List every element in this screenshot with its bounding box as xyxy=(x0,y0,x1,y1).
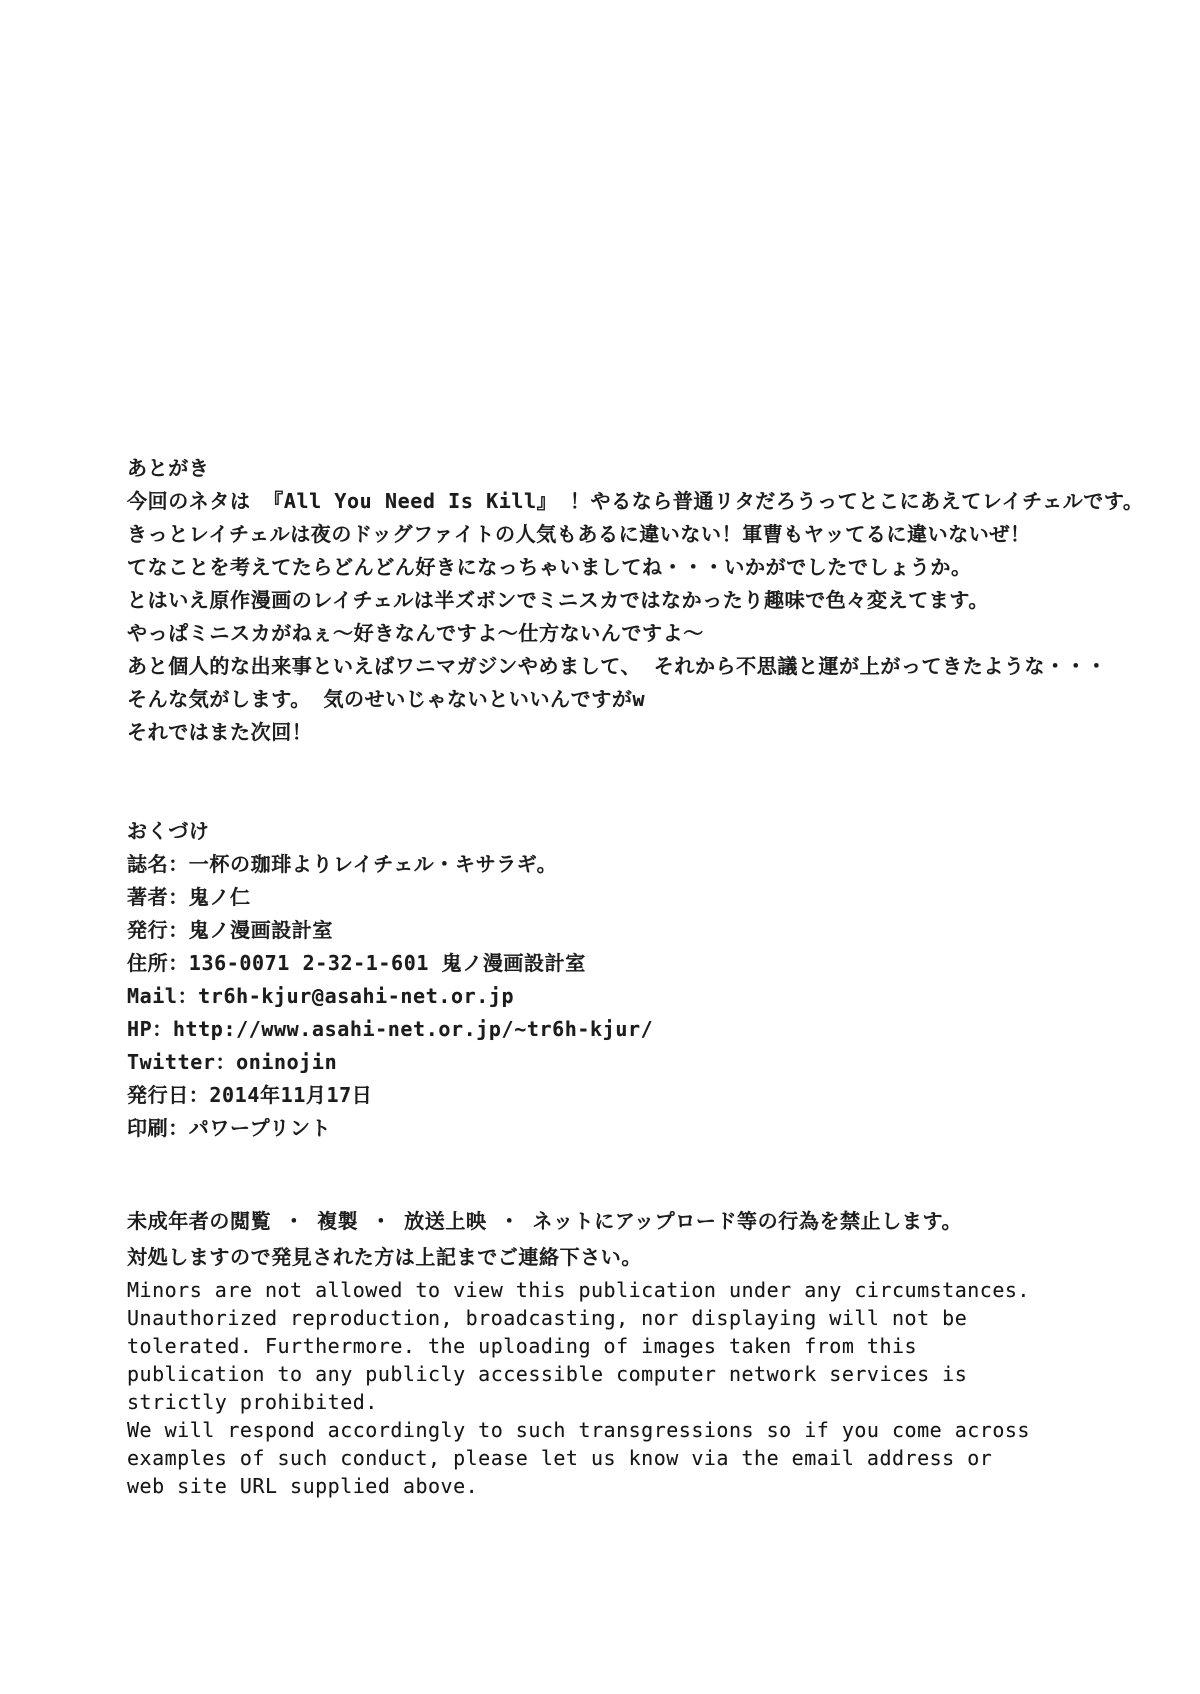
afterword-line: やっぱミニスカがねぇ～好きなんですよ～仕方ないんですよ～ xyxy=(127,621,704,645)
disclaimer-en-line: Minors are not allowed to view this publication under any circumstances. xyxy=(127,1278,1030,1302)
colophon-line-homepage: HP：http://www.asahi-net.or.jp/~tr6h-kjur/ xyxy=(127,1017,654,1041)
disclaimer-en-line: publication to any publicly accessible computer network services is xyxy=(127,1362,968,1386)
disclaimer-english-section xyxy=(127,1276,1030,1500)
afterword-heading: あとがき xyxy=(127,456,210,480)
disclaimer-en-line: strictly prohibited. xyxy=(127,1390,378,1414)
disclaimer-en-line: examples of such conduct, please let us know via the email address or xyxy=(127,1446,993,1470)
colophon-heading: おくづけ xyxy=(127,819,210,843)
colophon-line-author: 著者：鬼ノ仁 xyxy=(127,885,251,909)
afterword-closing-line: それではまた次回！ xyxy=(127,720,313,744)
colophon-line-publisher: 発行：鬼ノ漫画設計室 xyxy=(127,918,333,942)
afterword-line: そんな気がします。 気のせいじゃないといいんですがw xyxy=(127,687,646,711)
colophon-line-twitter: Twitter：oninojin xyxy=(127,1050,338,1074)
colophon-line-title: 誌名：一杯の珈琲よりレイチェル・キサラギ。 xyxy=(127,852,558,876)
afterword-line: きっとレイチェルは夜のドッグファイトの人気もあるに違いない！軍曹もヤッてるに違いないぜ！ xyxy=(127,522,1031,546)
disclaimer-jp-line: 対処しますので発見された方は上記までご連絡下さい。 xyxy=(127,1245,642,1269)
colophon-section xyxy=(127,815,653,1145)
colophon-line-address: 住所：136-0071 2-32-1-601 鬼ノ漫画設計室 xyxy=(127,951,586,975)
disclaimer-en-line: Unauthorized reproduction, broadcasting, nor displaying will not be xyxy=(127,1306,968,1330)
afterword-line: 今回のネタは 『All You Need Is Kill』 ！やるなら普通リタだろうってとこにあえてレイチェルです。 xyxy=(127,489,1144,513)
colophon-line-mail: Mail：tr6h-kjur@asahi-net.or.jp xyxy=(127,984,515,1008)
disclaimer-en-line: We will respond accordingly to such transgressions so if you come across xyxy=(127,1418,1030,1442)
disclaimer-en-line: web site URL supplied above. xyxy=(127,1474,479,1498)
disclaimer-en-line: tolerated. Furthermore. the uploading of images taken from this xyxy=(127,1334,918,1358)
afterword-line: とはいえ原作漫画のレイチェルは半ズボンでミニスカではなかったり趣味で色々変えてます。 xyxy=(127,588,989,612)
disclaimer-jp-line: 未成年者の閲覧 ・ 複製 ・ 放送上映 ・ ネットにアップロード等の行為を禁止します。 xyxy=(127,1209,963,1233)
colophon-line-printer: 印刷：パワープリント xyxy=(127,1116,332,1140)
disclaimer-japanese-section xyxy=(127,1203,962,1275)
afterword-line: てなことを考えてたらどんどん好きになっちゃいましてね・・・いかがでしたでしょうか。 xyxy=(127,555,972,579)
afterword-line: あと個人的な出来事といえばワニマガジンやめまして、 それから不思議と運が上がってきたような・・・ xyxy=(127,654,1107,678)
colophon-line-publish-date: 発行日：2014年11月17日 xyxy=(127,1083,373,1107)
afterword-section xyxy=(127,452,1144,749)
